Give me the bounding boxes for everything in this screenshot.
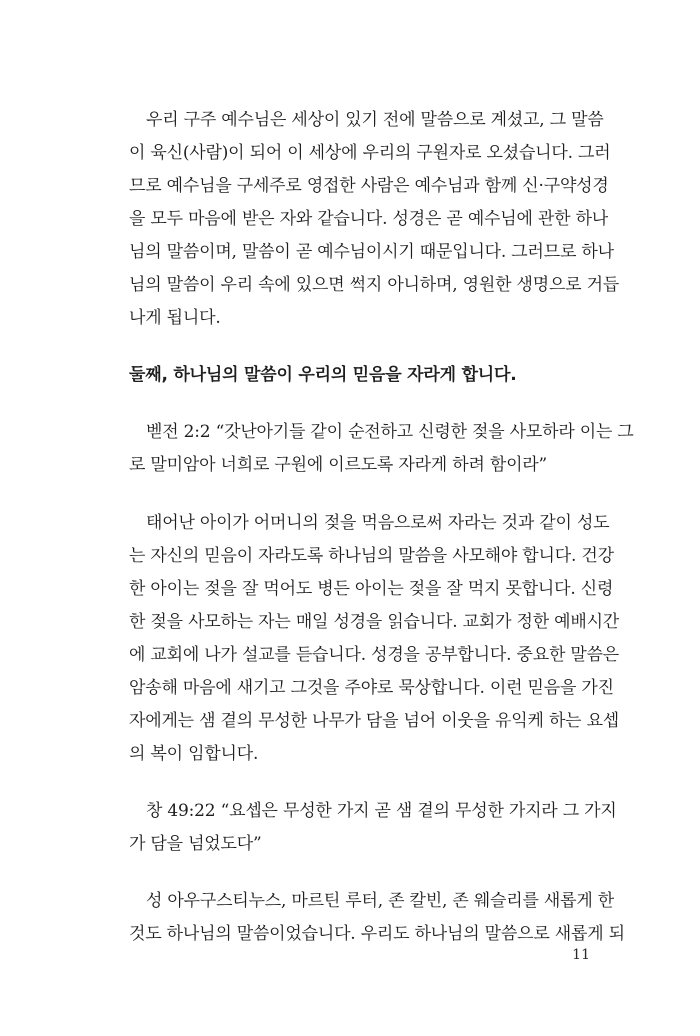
scripture-2-line-2: 가 담을 넘었도다” (129, 834, 262, 854)
paragraph-3-line-3: 한 아이는 젖을 잘 먹어도 병든 아이는 젖을 잘 먹지 못합니다. 신령 (129, 579, 614, 599)
scripture-2-line-1: 창 49:22 “요셉은 무성한 가지 곧 샘 곁의 무성한 가지라 그 가지 (146, 801, 617, 821)
scripture-1-line-1: 벧전 2:2 “갓난아기들 같이 순전하고 신령한 젖을 사모하라 이는 그 (146, 422, 634, 442)
paragraph-1-line-5: 님의 말씀이며, 말씀이 곧 예수님이시기 때문입니다. 그러므로 하나 (129, 242, 614, 262)
paragraph-3-line-6: 암송해 마음에 새기고 그것을 주야로 묵상합니다. 이런 믿음을 가진 (129, 678, 614, 698)
paragraph-1-line-6: 님의 말씀이 우리 속에 있으면 썩지 아니하며, 영원한 생명으로 거듭 (129, 275, 620, 295)
scripture-1-line-2: 로 말미암아 너희로 구원에 이르도록 자라게 하려 함이라” (129, 455, 548, 475)
paragraph-3-line-5: 에 교회에 나가 설교를 듣습니다. 성경을 공부합니다. 중요한 말씀은 (129, 645, 620, 665)
paragraph-5-line-2: 것도 하나님의 말씀이었습니다. 우리도 하나님의 말씀으로 새롭게 되 (129, 924, 625, 944)
paragraph-1-line-3: 므로 예수님을 구세주로 영접한 사람은 예수님과 함께 신·구약성경 (129, 176, 609, 196)
paragraph-3-line-4: 한 젖을 사모하는 자는 매일 성경을 읽습니다. 교회가 정한 예배시간 (129, 612, 620, 632)
paragraph-3-line-8: 의 복이 임합니다. (129, 744, 259, 764)
paragraph-1-line-7: 나게 됩니다. (129, 308, 221, 328)
paragraph-1-line-2: 이 육신(사람)이 되어 이 세상에 우리의 구원자로 오셨습니다. 그러 (129, 143, 611, 163)
paragraph-5-line-1: 성 아우구스티누스, 마르틴 루터, 존 칼빈, 존 웨슬리를 새롭게 한 (146, 891, 614, 911)
paragraph-3-line-2: 는 자신의 믿음이 자라도록 하나님의 말씀을 사모해야 합니다. 건강 (129, 546, 614, 566)
paragraph-1-line-4: 을 모두 마음에 받은 자와 같습니다. 성경은 곧 예수님에 관한 하나 (129, 209, 609, 229)
section-heading: 둘째, 하나님의 말씀이 우리의 믿음을 자라게 합니다. (129, 365, 517, 385)
paragraph-3-line-7: 자에게는 샘 곁의 무성한 나무가 담을 넘어 이웃을 유익케 하는 요셉 (129, 711, 620, 731)
paragraph-1-line-1: 우리 구주 예수님은 세상이 있기 전에 말씀으로 계셨고, 그 말씀 (146, 110, 604, 130)
paragraph-3-line-1: 태어난 아이가 어머니의 젖을 먹음으로써 자라는 것과 같이 성도 (146, 513, 610, 533)
page-number: 11 (572, 947, 590, 963)
